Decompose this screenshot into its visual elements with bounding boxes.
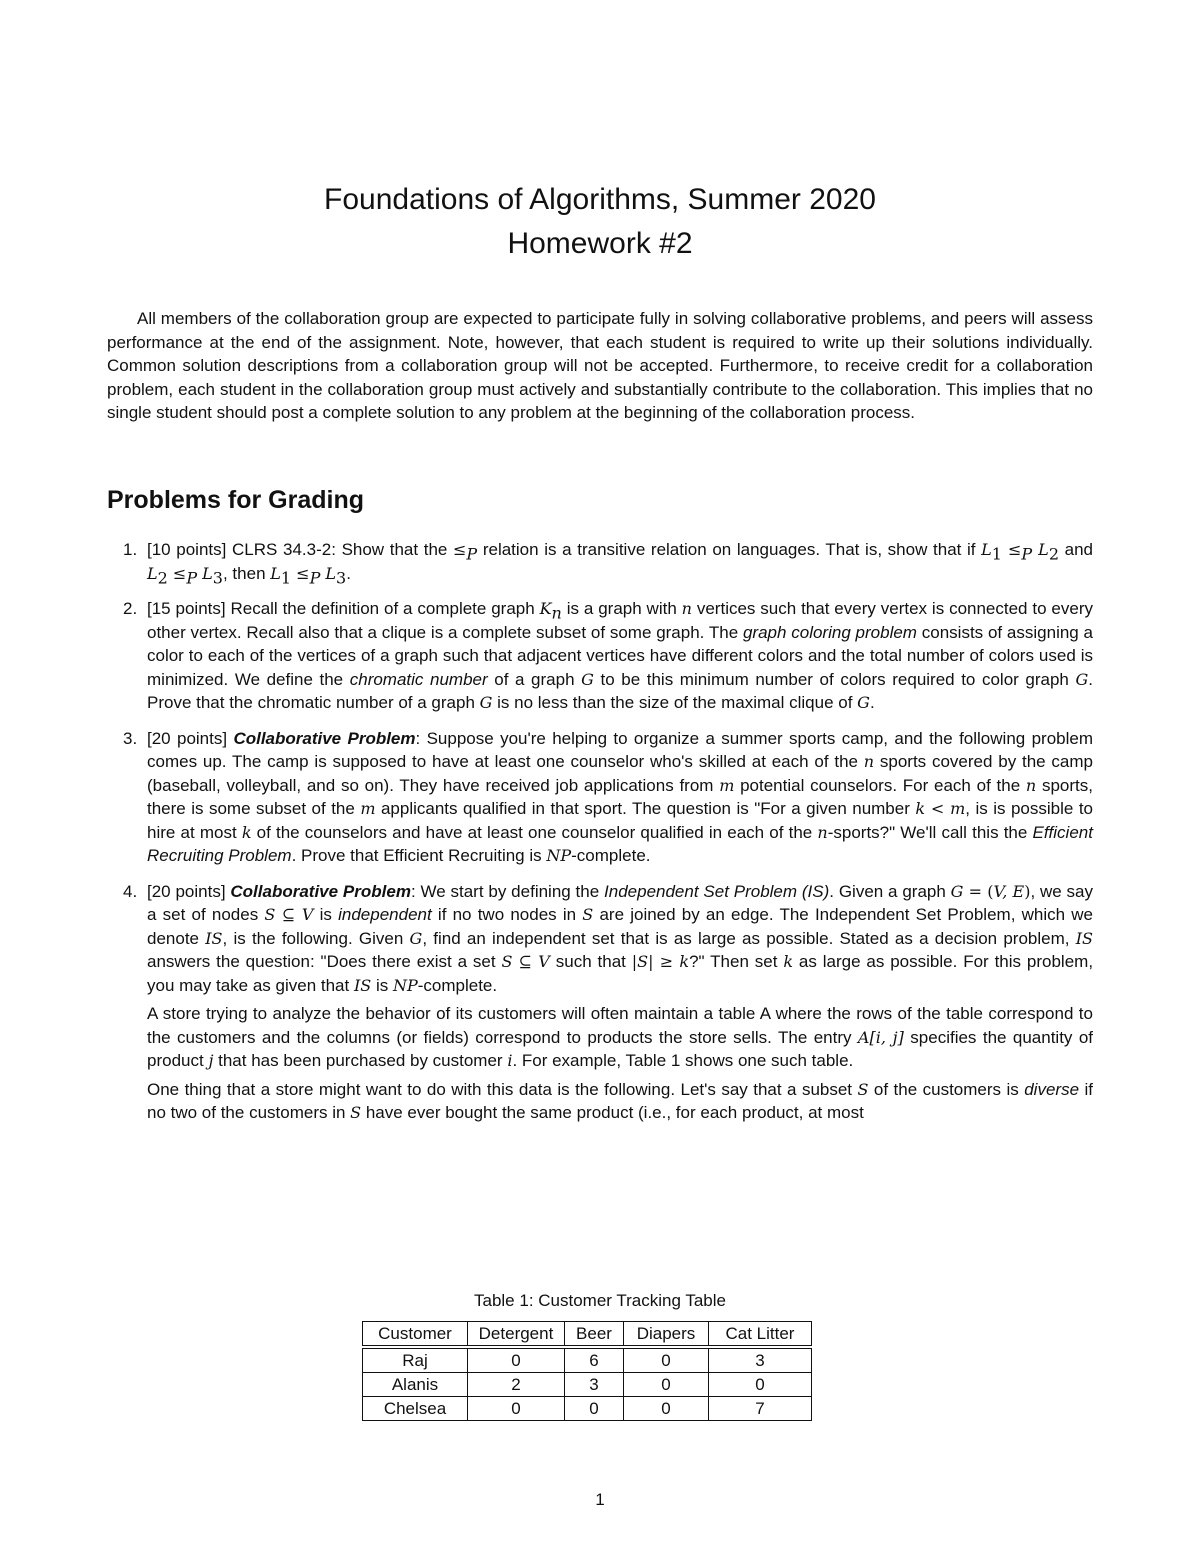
text: as large as possible. For this problem, you may take as given that [147,952,1094,995]
text: . Prove that the chromatic number of a graph [147,669,1093,712]
document-title [0,178,1200,266]
text: that has been purchased by customer [213,1051,508,1070]
math-sub: 3 [212,567,223,587]
math: m [360,799,376,818]
math: L [981,540,992,559]
math: k < m [915,799,966,818]
table-cell: Chelsea [363,1397,468,1421]
math: n [681,599,692,618]
math: k [241,822,252,842]
text: [20 points] [147,881,231,901]
math: K [539,599,552,618]
text: of a graph [487,669,582,689]
text: answers the question: "Does there exist a set [147,952,502,971]
emphasis: graph coloring problem [742,622,917,642]
table-cell: 7 [709,1397,812,1421]
math: = ( [963,881,994,901]
text: if no two nodes in [431,905,583,924]
text: specifies the quantity of product [147,1027,1094,1070]
math: G [857,693,870,712]
text: : We start by defining the [410,881,605,901]
text: if no two of the customers in [147,1079,1093,1122]
math: ≤ [167,563,187,583]
math: A[i, j] [857,1027,904,1047]
text: . Prove that Efficient Recruiting is [291,846,547,865]
math: k [783,952,794,971]
math: IS [205,928,223,948]
math: IS [353,975,372,995]
text: A store trying to analyze the behavior of its customers will often maintain a table A where the rows of the table correspond to the customers and the columns (or fields) correspond to products the store sells. The entry [147,1004,1093,1047]
text: of the counselors and have at least one counselor qualified in each of the [251,822,818,842]
text: . [869,693,875,712]
text: is [313,905,339,924]
table-row [363,1373,812,1397]
problem-1 [107,538,1093,585]
problem-number: 1. [123,540,138,559]
text: , we say a set of nodes [147,881,1094,924]
math: IS [1075,928,1093,948]
table-header-row [363,1322,812,1348]
math: S ⊆ V [264,905,314,924]
table-cell: 0 [624,1347,709,1373]
text: applicants qualified in that sport. The question is "For a given number [375,799,916,818]
math: n [863,752,875,771]
math: L [1032,540,1049,559]
text: One thing that a store might want to do with this data is the following. Let's say that a subset [147,1079,858,1099]
math-sub: P [1021,544,1033,564]
text: ?" Then set [689,952,784,971]
text: such that [549,952,632,971]
math: G [409,928,423,948]
math-sub: n [551,603,562,623]
text: have ever bought the same product (i.e., for each product, at most [361,1103,864,1122]
text: . For example, Table 1 shows one such table. [512,1051,854,1070]
math: ≤ [1001,540,1022,559]
table-cell: 0 [565,1397,624,1421]
math: ) [1024,881,1031,901]
text: : Suppose you're helping to organize a summer sports camp, and the following problem comes up. The camp is supposed to have at least one counselor who's skilled at each of the [147,728,1093,771]
text: is [371,975,393,995]
math: S ⊆ V [501,952,550,971]
math: |S| ≥ k [631,952,690,971]
table-cell: 6 [565,1347,624,1373]
text: to be this minimum number of colors required to color graph [593,669,1076,689]
text: [10 points] CLRS 34.3-2: Show that the [147,540,454,559]
emphasis-bold: Collaborative Problem [233,728,416,748]
text: consists of assigning a color to each of the vertices of a graph such that adjacent vertices have different colors and the total number of colors used is minimized. We define the [147,622,1094,689]
table-cell: 3 [709,1347,812,1373]
math: j [208,1051,214,1070]
text: . Given a graph [829,881,951,901]
text: sports, there is some subset of the [147,775,1093,818]
table-row [363,1347,812,1373]
text: , is is possible to hire at most [147,799,1093,842]
table-cell: Raj [363,1347,468,1373]
math: m [719,775,735,795]
text: potential counselors. For each of the [734,775,1026,795]
customer-tracking-table [362,1321,812,1421]
problem-list [107,538,1093,1125]
math: S [857,1079,869,1099]
math: ≤ [453,540,467,559]
text: of the customers is [868,1079,1025,1099]
table-cell: 0 [624,1373,709,1397]
column-header: Customer [363,1322,468,1348]
text: and [1059,540,1094,559]
text: -complete. [571,846,651,865]
section-heading: Problems for Grading [107,486,364,514]
math-sub: P [186,567,198,587]
problem-4-paragraph-2 [147,1002,1093,1073]
emphasis: diverse [1024,1079,1080,1099]
text: relation is a transitive relation on languages. That is, show that if [477,540,982,559]
math: L [320,563,337,583]
math: NP [546,846,572,865]
math: V, E [993,881,1025,901]
text: , find an independent set that is as large as possible. Stated as a decision problem, [422,928,1076,948]
math-sub: 2 [157,567,168,587]
table-cell: 0 [468,1397,565,1421]
table-cell: 2 [468,1373,565,1397]
column-header: Diapers [624,1322,709,1348]
column-header: Cat Litter [709,1322,812,1348]
math: n [1025,775,1037,795]
text: [15 points] Recall the definition of a complete graph [147,599,540,618]
text: vertices such that every vertex is connected to every other vertex. Recall also that a clique is a complete subset of some graph. The [147,599,1094,642]
math: L [270,563,281,583]
text: -sports?" We'll call this the [827,822,1033,842]
problem-number: 4. [123,881,138,901]
table-caption: Table 1: Customer Tracking Table [474,1291,726,1310]
math-sub: 3 [336,567,347,587]
table-cell: 3 [565,1373,624,1397]
problem-4-paragraph-3 [147,1078,1093,1125]
problem-4-paragraph-1 [147,880,1093,998]
column-header: Beer [565,1322,624,1348]
math: G [1075,669,1089,689]
math: S [350,1103,362,1122]
emphasis: Efficient Recruiting Problem [147,822,1093,865]
math: n [817,822,828,842]
table-cell: Alanis [363,1373,468,1397]
problem-2 [107,597,1093,715]
math-sub: 1 [280,567,292,587]
math-sub: P [309,567,321,587]
text: are joined by an edge. The Independent Set Problem, which we denote [147,905,1093,948]
table-cell: 0 [468,1347,565,1373]
math: NP [392,975,418,995]
text: -complete. [417,975,498,995]
math-sub: 2 [1048,544,1059,564]
table-row [363,1397,812,1421]
column-header: Detergent [468,1322,565,1348]
math: S [582,905,594,924]
problem-number: 2. [123,599,138,618]
emphasis: independent [338,905,432,924]
title-line-course: Foundations of Algorithms, Summer 2020 [324,183,876,216]
text: , then [222,563,271,583]
math: L [147,563,158,583]
text: . [346,563,351,583]
problem-number: 3. [123,728,138,748]
problem-4 [107,880,1093,1125]
page-number: 1 [595,1490,605,1509]
text: , is the following. Given [222,928,410,948]
title-line-homework: Homework #2 [507,227,693,260]
intro-paragraph: All members of the collaboration group are expected to participate fully in solving collaborative problems, and peers will assess performance at the end of the assignment. Note, however, that each student is required to write up their solutions individually. Common solution descriptions from a collaboration group will not be accepted. Furthermore, to receive credit for a collaboration problem, each student in the collaboration group must actively and substantially contribute to the collaboration. This implies that no single student should post a complete solution to any problem at the beginning of the collaboration process. [107,309,1093,422]
problem-3 [107,727,1093,868]
emphasis: chromatic number [349,669,488,689]
emphasis: Independent Set Problem (IS) [604,881,830,901]
math: G [950,881,964,901]
math-sub: 1 [991,544,1002,564]
math: ≤ [291,563,310,583]
table-cell: 0 [624,1397,709,1421]
math-sub: P [466,544,478,564]
table-cell: 0 [709,1373,812,1397]
math: G [479,693,493,712]
math: G [581,669,594,689]
text: is a graph with [561,599,682,618]
text: [20 points] [147,728,234,748]
text: is no less than the size of the maximal clique of [492,693,858,712]
text: sports covered by the camp (baseball, volleyball, and so on). They have received job applications from [147,752,1093,795]
emphasis-bold: Collaborative Problem [230,881,411,901]
math: L [197,563,213,583]
math: i [507,1051,513,1070]
